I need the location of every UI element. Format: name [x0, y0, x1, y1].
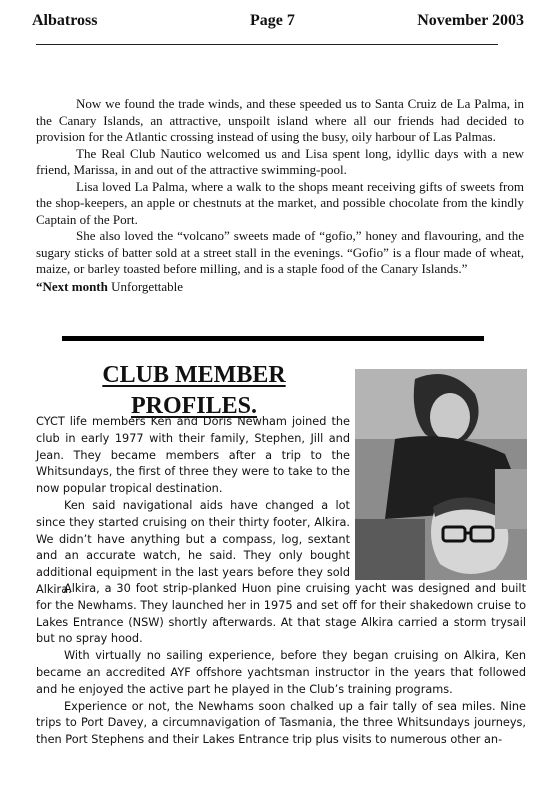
- story-paragraph: She also loved the “volcano” sweets made of “gofio,” honey and flavouring, and the sugary sticks of batter sold at a street stall in the evenings. “Gofio” is a flour made of wheat, maize, or barley toasted before milling, and is a staple food of the Canary Islands.”: [36, 228, 524, 276]
- section-divider: [62, 336, 484, 341]
- member-photo: [355, 369, 527, 580]
- profile-column-wide: [36, 581, 526, 749]
- profile-paragraph: Alkira, a 30 foot strip-planked Huon pine cruising yacht was designed and built for the Newhams. They launched her in 1975 and set off for their shakedown cruise to Lakes Entrance (NSW) shortly afterwards. At that stage Alkira carried a storm trysail but no spray hood.: [36, 582, 526, 646]
- section-title-line-2: PROFILES.: [130, 393, 258, 419]
- profile-paragraph: CYCT life members Ken and Doris Newham joined the club in early 1977 with their family, Stephen, Jill and Jean. They became members after a trip to the Whitsundays, the first of three they were to take to the now popular tropical destination.: [36, 415, 350, 496]
- section-title: [74, 360, 314, 422]
- profile-paragraph: With virtually no sailing experience, before they began cruising on Alkira, Ken became an accredited AYF offshore yachtsman instructor in the years that followed and he enjoyed the active part he played in the Club’s training programs.: [36, 649, 526, 696]
- profile-column-narrow: [36, 414, 350, 599]
- issue-date: November 2003: [417, 12, 524, 29]
- story-continuation: [36, 96, 524, 295]
- next-month-line: [36, 279, 524, 296]
- publication-name: Albatross: [32, 12, 98, 29]
- next-month-label: “Next month: [36, 278, 108, 294]
- page-header: [32, 12, 524, 34]
- page-number: Page 7: [250, 12, 295, 29]
- header-divider: [36, 44, 498, 45]
- profile-paragraph: Ken said navigational aids have changed a lot since they started cruising on their thirty footer, Alkira. We didn’t have anything but a compass, log, sextant and an accurate watch, he said. They only bought additional equipment in the last years before they sold Alkira.: [36, 498, 350, 596]
- section-title-line-1: CLUB MEMBER: [102, 362, 286, 388]
- story-paragraph: Now we found the trade winds, and these speeded us to Santa Cruiz de La Palma, in the Canary Islands, an attractive, unspoilt island where all our friends had decided to provision for the Atlantic crossing instead of using the busy, oily harbour of Las Palmas.: [36, 96, 524, 144]
- next-month-title: Unforgettable: [107, 278, 184, 294]
- profile-paragraph: Experience or not, the Newhams soon chalked up a fair tally of sea miles. Nine trips to Port Davey, a circumnavigation of Tasmania, the three Whitsundays journeys, then Port Stephens and their Lakes Entrance trip plus visits to numerous other an-: [36, 699, 526, 747]
- story-paragraph: Lisa loved La Palma, where a walk to the shops meant receiving gifts of sweets from the shop-keepers, an apple or chestnuts at the market, and possible chocolate from the kindly Captain of the Port.: [36, 178, 524, 227]
- story-paragraph: The Real Club Nautico welcomed us and Lisa spent long, idyllic days with a new friend, Marissa, in and out of the attractive swimming-pool.: [36, 145, 524, 177]
